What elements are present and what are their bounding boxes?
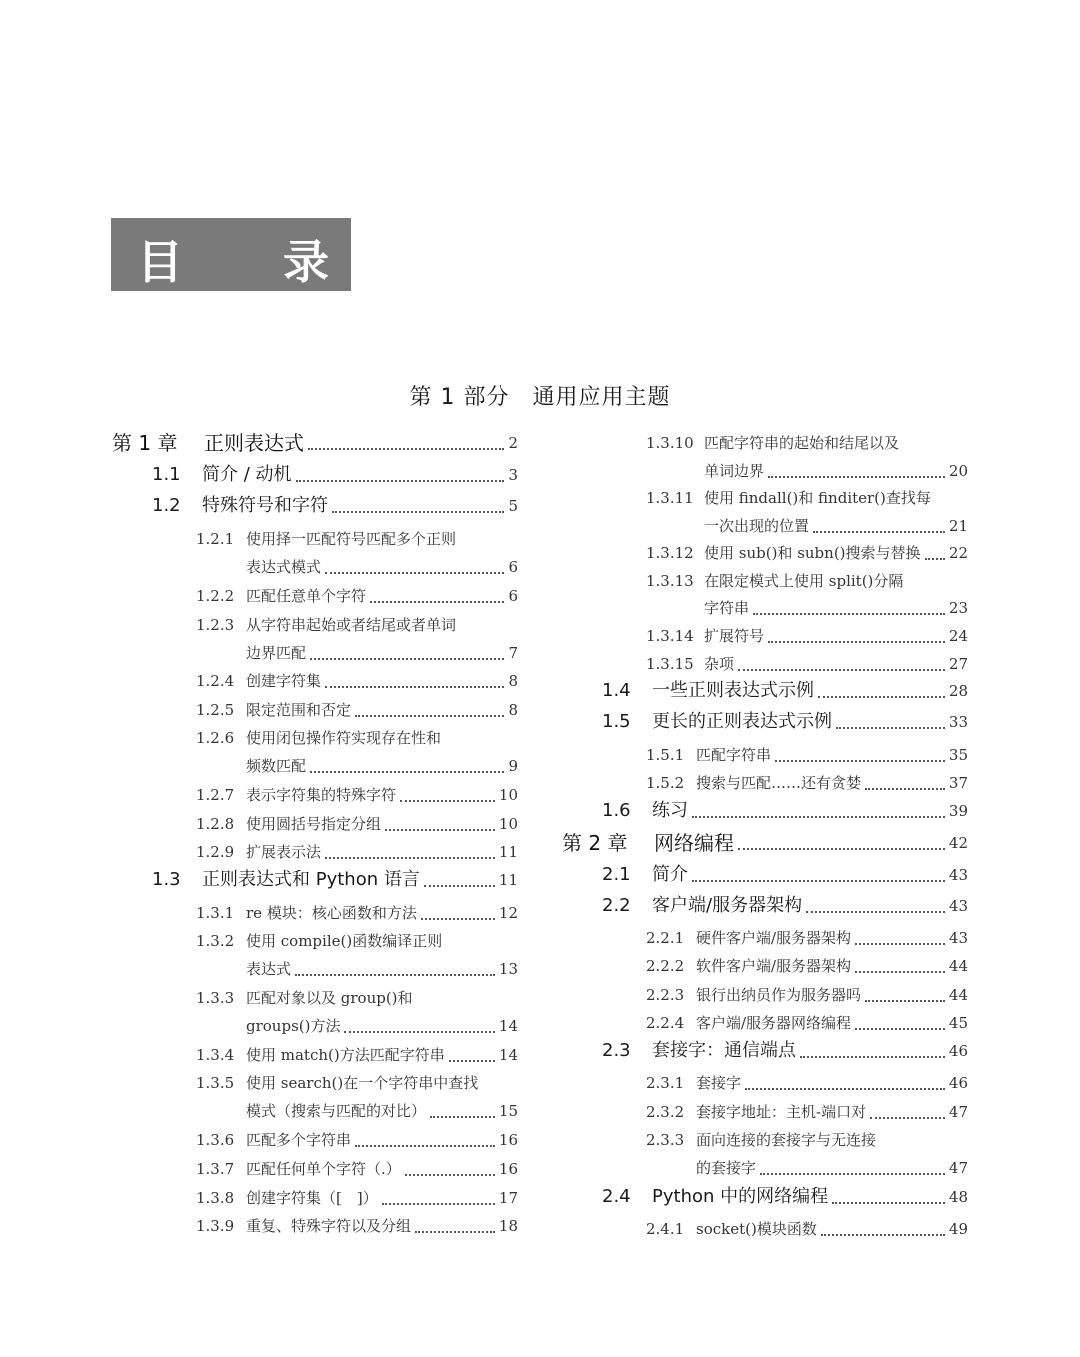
toc-page-number: 24 — [948, 627, 968, 645]
toc-subsection-title: 杂项 — [704, 655, 735, 673]
toc-dot-leader — [738, 643, 945, 671]
toc-subsection-title: 使用 sub()和 subn()搜索与替换 — [704, 544, 921, 562]
toc-dot-leader — [405, 1148, 495, 1176]
toc-dot-leader — [768, 450, 945, 478]
toc-page-number: 22 — [948, 544, 968, 562]
toc-page-number: 37 — [948, 774, 968, 792]
toc-dot-leader — [836, 701, 945, 729]
toc-section-entry — [112, 493, 518, 519]
toc-subsection-number: 2.2.4 — [646, 1014, 685, 1032]
toc-page-number: 21 — [948, 517, 968, 535]
toc-subsection-title: 匹配多个字符串 — [246, 1131, 352, 1149]
toc-page-number: 10 — [498, 815, 518, 833]
toc-page-number: 14 — [498, 1046, 518, 1064]
toc-section-entry — [562, 1184, 968, 1210]
toc-subsection-number: 1.2.1 — [196, 530, 235, 548]
toc-title-char-2: 录 — [283, 235, 329, 289]
toc-dot-leader — [692, 854, 945, 882]
toc-page-number: 6 — [508, 558, 518, 576]
toc-subsection-continuation — [562, 458, 968, 484]
toc-section-entry — [562, 1038, 968, 1064]
toc-dot-leader — [800, 1030, 945, 1058]
toc-dot-leader — [421, 892, 495, 920]
toc-dot-leader — [310, 632, 504, 660]
toc-subsection-number: 1.3.15 — [646, 655, 694, 673]
toc-entry-title-continuation: 一次出现的位置 — [704, 517, 810, 535]
toc-subsection-title: 搜索与匹配……还有贪婪 — [696, 774, 862, 792]
toc-entry-title-continuation: 模式（搜索与匹配的对比） — [246, 1102, 427, 1120]
toc-page-number: 15 — [498, 1102, 518, 1120]
toc-subsection-number: 1.5.1 — [646, 746, 685, 764]
toc-dot-leader — [308, 422, 504, 450]
toc-subsection-title: re 模块：核心函数和方法 — [246, 904, 417, 922]
toc-subsection-title: 表示字符集的特殊字符 — [246, 786, 397, 804]
toc-dot-leader — [753, 587, 945, 615]
part-title: 第 1 部分 通用应用主题 — [409, 385, 671, 410]
toc-page-number: 9 — [508, 757, 518, 775]
toc-page-number: 47 — [948, 1103, 968, 1121]
toc-dot-leader — [738, 822, 945, 850]
toc-page-number: 33 — [948, 713, 968, 731]
toc-dot-leader — [296, 454, 505, 482]
toc-dot-leader — [818, 670, 945, 698]
toc-dot-leader — [865, 762, 945, 790]
toc-page-number: 16 — [498, 1131, 518, 1149]
toc-entry-title-continuation: 表达式模式 — [246, 558, 322, 576]
toc-subsection-title: 匹配字符串 — [696, 746, 772, 764]
toc-section-title: Python 中的网络编程 — [652, 1186, 829, 1207]
toc-subsection-number: 1.2.6 — [196, 729, 235, 747]
toc-subsection-entry — [112, 900, 518, 926]
toc-section-number: 1.5 — [602, 711, 631, 732]
toc-dot-leader — [295, 948, 495, 976]
toc-page-number: 3 — [508, 466, 518, 484]
toc-page-number: 8 — [508, 701, 518, 719]
toc-title-banner — [111, 218, 351, 291]
toc-subsection-number: 1.2.4 — [196, 672, 235, 690]
toc-page-number: 47 — [948, 1159, 968, 1177]
toc-subsection-title: 银行出纳员作为服务器吗 — [696, 986, 862, 1004]
toc-dot-leader — [855, 917, 945, 945]
toc-page-number: 16 — [498, 1160, 518, 1178]
toc-subsection-title: 匹配任何单个字符（.） — [246, 1160, 401, 1178]
toc-entry-title-continuation: 单词边界 — [704, 462, 765, 480]
toc-subsection-number: 1.3.11 — [646, 489, 694, 507]
toc-dot-leader — [370, 575, 504, 603]
toc-dot-leader — [415, 1205, 495, 1233]
toc-dot-leader — [832, 1176, 945, 1204]
toc-chapter-title: 网络编程 — [654, 831, 734, 855]
toc-page-number: 46 — [948, 1074, 968, 1092]
toc-page-number: 7 — [508, 644, 518, 662]
toc-dot-leader — [400, 774, 495, 802]
toc-dot-leader — [325, 831, 495, 859]
toc-subsection-number: 1.3.2 — [196, 932, 235, 950]
toc-section-number: 2.2 — [602, 895, 631, 916]
toc-section-title: 客户端/服务器架构 — [652, 895, 803, 916]
toc-subsection-number: 1.2.2 — [196, 587, 235, 605]
toc-subsection-title: 面向连接的套接字与无连接 — [696, 1131, 877, 1149]
toc-subsection-number: 1.3.10 — [646, 434, 694, 452]
toc-page-number: 12 — [498, 904, 518, 922]
toc-subsection-title: 扩展表示法 — [246, 843, 322, 861]
toc-dot-leader — [768, 615, 945, 643]
toc-section-title: 更长的正则表达式示例 — [652, 711, 832, 732]
toc-subsection-entry — [112, 1213, 518, 1239]
toc-page-number: 43 — [948, 866, 968, 884]
toc-subsection-title: 创建字符集（[ ]） — [246, 1189, 378, 1207]
toc-chapter-entry — [112, 430, 518, 456]
toc-dot-leader — [806, 885, 945, 913]
toc-subsection-title: 匹配对象以及 group()和 — [246, 989, 413, 1007]
toc-subsection-number: 1.2.9 — [196, 843, 235, 861]
toc-chapter-title: 正则表达式 — [204, 431, 304, 455]
toc-page-number: 35 — [948, 746, 968, 764]
toc-page-number: 43 — [948, 929, 968, 947]
toc-subsection-title: 从字符串起始或者结尾或者单词 — [246, 616, 457, 634]
toc-subsection-title: 创建字符集 — [246, 672, 322, 690]
toc-subsection-title: 使用 match()方法匹配字符串 — [246, 1046, 445, 1064]
toc-section-entry — [562, 893, 968, 919]
toc-subsection-number: 1.3.5 — [196, 1074, 235, 1092]
toc-page-number: 45 — [948, 1014, 968, 1032]
toc-page-number: 18 — [498, 1217, 518, 1235]
toc-dot-leader — [382, 1177, 495, 1205]
toc-section-title: 正则表达式和 Python 语言 — [202, 869, 420, 890]
toc-subsection-number: 1.2.3 — [196, 616, 235, 634]
toc-subsection-number: 1.2.7 — [196, 786, 235, 804]
toc-dot-leader — [865, 974, 945, 1002]
toc-page-number: 10 — [498, 786, 518, 804]
toc-page-number: 5 — [508, 497, 518, 515]
toc-subsection-title: 限定范围和否定 — [246, 701, 352, 719]
toc-section-title: 练习 — [652, 800, 688, 821]
toc-section-number: 1.3 — [152, 869, 181, 890]
toc-subsection-number: 2.2.1 — [646, 929, 685, 947]
toc-page-number: 11 — [498, 843, 518, 861]
toc-subsection-entry — [112, 583, 518, 609]
toc-page-number: 23 — [948, 599, 968, 617]
toc-subsection-title: socket()模块函数 — [696, 1220, 817, 1238]
toc-section-title: 一些正则表达式示例 — [652, 680, 814, 701]
toc-page-number: 46 — [948, 1042, 968, 1060]
toc-subsection-number: 1.2.5 — [196, 701, 235, 719]
toc-page-number: 42 — [948, 834, 968, 852]
toc-subsection-number: 1.3.9 — [196, 1217, 235, 1235]
toc-section-number: 1.1 — [152, 464, 181, 485]
toc-subsection-number: 1.3.6 — [196, 1131, 235, 1149]
toc-page-number: 44 — [948, 957, 968, 975]
toc-subsection-title: 重复、特殊字符以及分组 — [246, 1217, 412, 1235]
toc-subsection-number: 1.3.4 — [196, 1046, 235, 1064]
toc-entry-title-continuation: groups()方法 — [246, 1017, 341, 1035]
toc-subsection-title: 使用圆括号指定分组 — [246, 815, 382, 833]
toc-section-number: 1.4 — [602, 680, 631, 701]
toc-dot-leader — [325, 660, 504, 688]
toc-subsection-number: 1.3.1 — [196, 904, 235, 922]
toc-subsection-number: 2.3.3 — [646, 1131, 685, 1149]
toc-dot-leader — [925, 532, 945, 560]
toc-dot-leader — [325, 546, 504, 574]
toc-page-number: 27 — [948, 655, 968, 673]
toc-subsection-title: 使用 findall()和 finditer()查找每 — [704, 489, 931, 507]
toc-dot-leader — [424, 859, 495, 887]
toc-entry-title-continuation: 字符串 — [704, 599, 750, 617]
toc-page-number: 28 — [948, 682, 968, 700]
toc-dot-leader — [870, 1091, 945, 1119]
toc-subsection-number: 1.3.3 — [196, 989, 235, 1007]
toc-subsection-entry — [562, 1216, 968, 1242]
toc-section-number: 2.1 — [602, 864, 631, 885]
toc-subsection-title: 匹配任意单个字符 — [246, 587, 367, 605]
toc-page-number: 20 — [948, 462, 968, 480]
toc-page-number: 44 — [948, 986, 968, 1004]
toc-subsection-continuation — [562, 513, 968, 539]
toc-dot-leader — [745, 1062, 945, 1090]
toc-dot-leader — [430, 1090, 495, 1118]
toc-subsection-continuation — [112, 956, 518, 982]
toc-dot-leader — [344, 1005, 494, 1033]
toc-subsection-number: 2.3.2 — [646, 1103, 685, 1121]
toc-entry-title-continuation: 频数匹配 — [246, 757, 307, 775]
toc-dot-leader — [760, 1147, 945, 1175]
toc-dot-leader — [855, 1002, 945, 1030]
toc-subsection-entry — [112, 697, 518, 723]
toc-subsection-number: 1.3.14 — [646, 627, 694, 645]
toc-section-title: 简介 / 动机 — [202, 464, 292, 485]
toc-entry-title-continuation: 表达式 — [246, 960, 292, 978]
toc-section-entry — [112, 867, 518, 893]
toc-subsection-number: 2.3.1 — [646, 1074, 685, 1092]
toc-subsection-title: 使用闭包操作符实现存在性和 — [246, 729, 442, 747]
toc-subsection-number: 1.2.8 — [196, 815, 235, 833]
toc-page-number: 14 — [498, 1017, 518, 1035]
toc-section-title: 套接字：通信端点 — [652, 1040, 796, 1061]
toc-title-char-1: 目 — [137, 235, 183, 289]
toc-dot-leader — [385, 803, 495, 831]
toc-subsection-number: 1.3.12 — [646, 544, 694, 562]
toc-dot-leader — [355, 1119, 495, 1147]
toc-subsection-title: 扩展符号 — [704, 627, 765, 645]
toc-subsection-title: 硬件客户端/服务器架构 — [696, 929, 852, 947]
toc-subsection-title: 在限定模式上使用 split()分隔 — [704, 572, 904, 590]
toc-page-number: 39 — [948, 802, 968, 820]
toc-section-title: 简介 — [652, 864, 688, 885]
toc-dot-leader — [821, 1208, 945, 1236]
toc-subsection-number: 2.2.2 — [646, 957, 685, 975]
toc-entry-title-continuation: 边界匹配 — [246, 644, 307, 662]
toc-subsection-title: 客户端/服务器网络编程 — [696, 1014, 852, 1032]
toc-section-number: 1.6 — [602, 800, 631, 821]
toc-dot-leader — [692, 790, 945, 818]
toc-chapter-entry — [562, 830, 968, 856]
toc-entry-title-continuation: 的套接字 — [696, 1159, 757, 1177]
toc-section-title: 特殊符号和字符 — [202, 495, 328, 516]
toc-subsection-number: 2.4.1 — [646, 1220, 685, 1238]
toc-section-number: 1.2 — [152, 495, 181, 516]
toc-section-entry — [562, 798, 968, 824]
toc-subsection-title: 使用 compile()函数编译正则 — [246, 932, 443, 950]
toc-subsection-entry — [112, 1042, 518, 1068]
toc-subsection-number: 1.3.13 — [646, 572, 694, 590]
toc-subsection-number: 1.3.7 — [196, 1160, 235, 1178]
toc-dot-leader — [355, 689, 504, 717]
toc-section-number: 2.4 — [602, 1186, 631, 1207]
toc-dot-leader — [332, 485, 504, 513]
toc-page-number: 6 — [508, 587, 518, 605]
toc-dot-leader — [310, 745, 504, 773]
toc-page-number: 48 — [948, 1188, 968, 1206]
toc-subsection-number: 1.5.2 — [646, 774, 685, 792]
toc-subsection-title: 使用 search()在一个字符串中查找 — [246, 1074, 479, 1092]
toc-subsection-number: 2.2.3 — [646, 986, 685, 1004]
toc-subsection-number: 1.3.8 — [196, 1189, 235, 1207]
toc-page-number: 49 — [948, 1220, 968, 1238]
toc-page-number: 13 — [498, 960, 518, 978]
toc-chapter-number: 第 1 章 — [112, 431, 178, 455]
toc-subsection-title: 软件客户端/服务器架构 — [696, 957, 852, 975]
toc-subsection-title: 匹配字符串的起始和结尾以及 — [704, 434, 900, 452]
toc-dot-leader — [855, 945, 945, 973]
toc-subsection-title: 套接字 — [696, 1074, 742, 1092]
toc-subsection-title: 使用择一匹配符号匹配多个正则 — [246, 530, 457, 548]
toc-page-number: 43 — [948, 897, 968, 915]
toc-dot-leader — [775, 734, 945, 762]
toc-dot-leader — [449, 1034, 495, 1062]
toc-section-number: 2.3 — [602, 1040, 631, 1061]
toc-section-entry — [562, 709, 968, 735]
toc-dot-leader — [813, 505, 945, 533]
toc-page-number: 2 — [508, 434, 518, 452]
toc-page-number: 8 — [508, 672, 518, 690]
toc-subsection-entry — [562, 1099, 968, 1125]
toc-chapter-number: 第 2 章 — [562, 831, 628, 855]
toc-page-number: 11 — [498, 871, 518, 889]
toc-subsection-entry — [562, 540, 968, 566]
toc-subsection-title: 套接字地址：主机-端口对 — [696, 1103, 867, 1121]
toc-page-number: 17 — [498, 1189, 518, 1207]
